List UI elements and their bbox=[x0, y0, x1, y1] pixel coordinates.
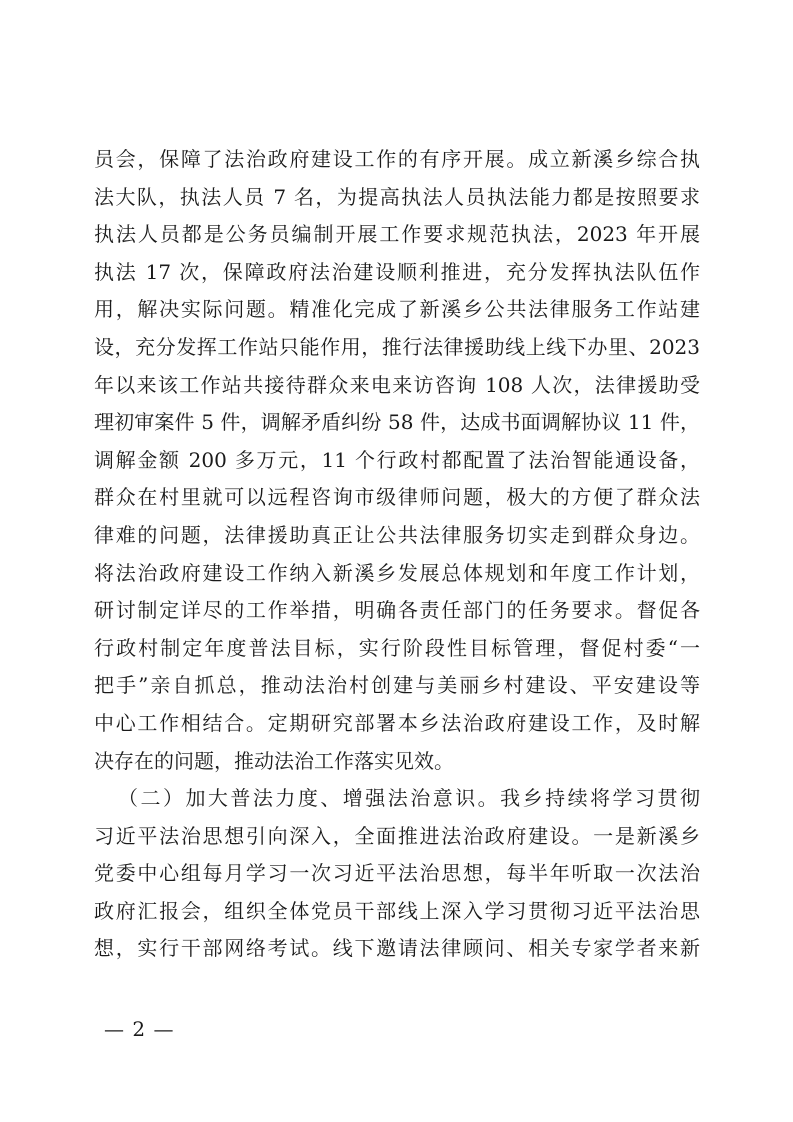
text-line: 决存在的问题，推动法治工作落实见效。 bbox=[94, 748, 454, 773]
text-line: 执法人员都是公务员编制开展工作要求规范执法，2023 年开展 bbox=[94, 222, 700, 247]
text-line: 习近平法治思想引向深入，全面推进法治政府建设。一是新溪乡 bbox=[94, 823, 700, 848]
text-line: 政府汇报会，组织全体党员干部线上深入学习贯彻习近平法治思 bbox=[94, 898, 700, 923]
text-line: 执法 17 次，保障政府法治建设顺利推进，充分发挥执法队伍作 bbox=[94, 259, 700, 284]
text-line: 行政村制定年度普法目标，实行阶段性目标管理，督促村委“一 bbox=[94, 635, 700, 660]
text-line: 群众在村里就可以远程咨询市级律师问题，极大的方便了群众法 bbox=[94, 485, 700, 510]
text-line: 将法治政府建设工作纳入新溪乡发展总体规划和年度工作计划， bbox=[94, 560, 700, 585]
text-line: 研讨制定详尽的工作举措，明确各责任部门的任务要求。督促各 bbox=[94, 598, 700, 623]
text-line: 想，实行干部网络考试。线下邀请法律顾问、相关专家学者来新 bbox=[94, 936, 700, 961]
text-line: 律难的问题，法律援助真正让公共法律服务切实走到群众身边。 bbox=[94, 522, 700, 547]
text-line: 年以来该工作站共接待群众来电来访咨询 108 人次，法律援助受 bbox=[94, 372, 700, 397]
text-line: 设，充分发挥工作站只能作用，推行法律援助线上线下办里、2023 bbox=[94, 334, 700, 359]
page-number: — 2 — bbox=[104, 1017, 175, 1041]
text-line: （二）加大普法力度、增强法治意识。我乡持续将学习贯彻 bbox=[118, 786, 700, 811]
text-line: 调解金额 200 多万元，11 个行政村都配置了法治智能通设备， bbox=[94, 447, 700, 472]
text-line: 把手”亲自抓总，推动法治村创建与美丽乡村建设、平安建设等 bbox=[94, 673, 700, 698]
text-line: 中心工作相结合。定期研究部署本乡法治政府建设工作，及时解 bbox=[94, 710, 700, 735]
document-body bbox=[94, 141, 700, 968]
text-line: 用，解决实际问题。精准化完成了新溪乡公共法律服务工作站建 bbox=[94, 297, 700, 322]
text-line: 法大队，执法人员 7 名，为提高执法人员执法能力都是按照要求 bbox=[94, 184, 700, 209]
text-line: 理初审案件 5 件，调解矛盾纠纷 58 件，达成书面调解协议 11 件， bbox=[94, 410, 700, 435]
text-line: 员会，保障了法治政府建设工作的有序开展。成立新溪乡综合执 bbox=[94, 147, 700, 171]
text-line: 党委中心组每月学习一次习近平法治思想，每半年听取一次法治 bbox=[94, 861, 700, 886]
